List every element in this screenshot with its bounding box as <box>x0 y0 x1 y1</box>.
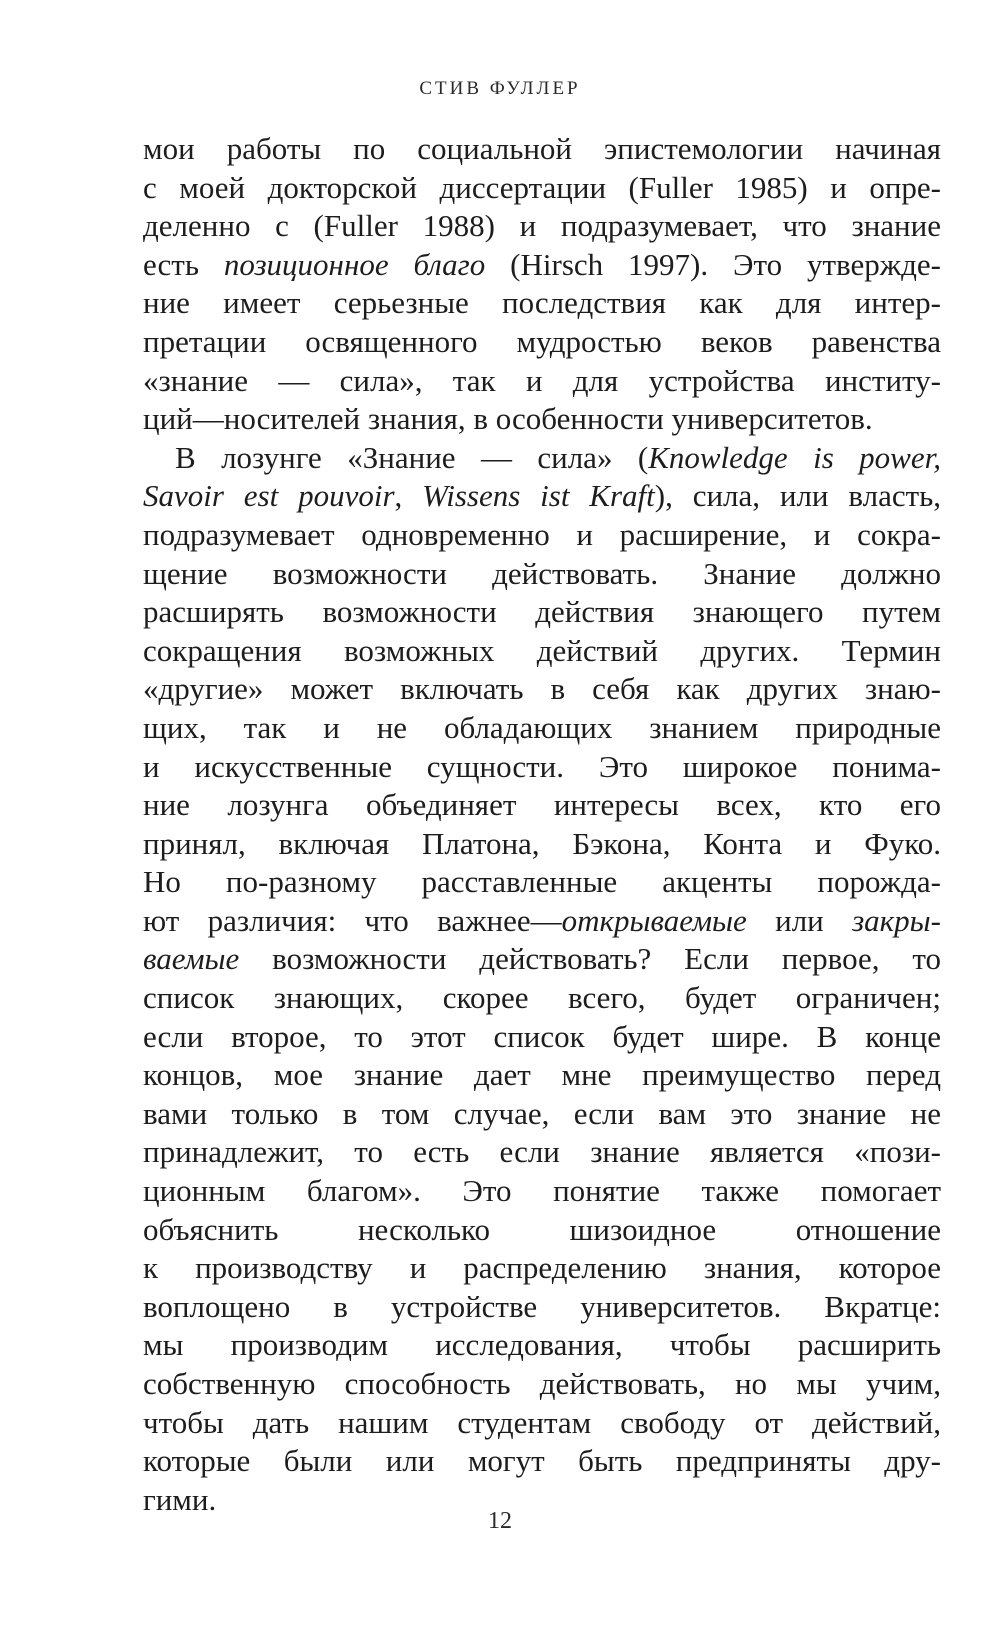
text-span: подразумевает одновременно и расширение, и сокра- <box>143 516 941 552</box>
text-span: концов, мое знание дает мне преимущество перед <box>143 1057 941 1093</box>
text-line <box>143 1249 941 1288</box>
text-line <box>143 400 941 439</box>
text-line <box>143 670 941 709</box>
text-span: деленно с (Fuller 1988) и подразумевает, что знание <box>143 208 941 244</box>
text-span: к производству и распределению знания, которое <box>143 1250 941 1286</box>
text-line <box>143 1404 941 1443</box>
text-line <box>143 555 941 594</box>
text-span: Но по-разному расставленные акценты порожда- <box>143 864 941 900</box>
text-span: принадлежит, то есть если знание является «пози- <box>143 1134 941 1170</box>
text-line <box>143 1211 941 1250</box>
text-span: ние имеет серьезные последствия как для интер- <box>143 285 941 321</box>
text-line <box>143 748 941 787</box>
text-span: расширять возможности действия знающего путем <box>143 594 941 630</box>
text-span: возможности действовать? Если первое, то <box>239 941 941 977</box>
text-span: или <box>746 902 853 938</box>
text-span: принял, включая Платона, Бэкона, Конта и Фуко. <box>143 825 941 861</box>
text-line <box>143 940 941 979</box>
text-line <box>143 1288 941 1327</box>
text-line <box>143 169 941 208</box>
text-span: ние лозунга объединяет интересы всех, кто его <box>143 787 941 823</box>
italic-term: позиционное благо <box>223 246 486 282</box>
text-line <box>143 516 941 555</box>
page-number: 12 <box>488 1508 512 1534</box>
text-line <box>143 1326 941 1365</box>
italic-term: ваемые <box>143 941 240 977</box>
text-line <box>143 825 941 864</box>
text-span: список знающих, скорее всего, будет ограничен; <box>143 980 941 1016</box>
text-span: , <box>394 478 423 514</box>
text-line <box>143 863 941 902</box>
italic-term: Savoir est pouvoir <box>143 478 395 514</box>
text-line <box>143 593 941 632</box>
text-line <box>143 1133 941 1172</box>
text-line <box>143 130 941 169</box>
text-span: если второе, то этот список будет шире. В конце <box>143 1018 941 1054</box>
text-span: с моей докторской диссертации (Fuller 1985) и опре- <box>143 169 941 205</box>
italic-term: открываемые <box>561 902 747 938</box>
text-line <box>143 902 941 941</box>
text-span: (Hirsch 1997). Это утвержде- <box>485 246 942 282</box>
text-line <box>143 284 941 323</box>
text-line <box>143 439 941 478</box>
text-line <box>143 246 941 285</box>
text-line <box>143 1365 941 1404</box>
text-span: сокращения возможных действий других. Термин <box>143 632 941 668</box>
text-span: воплощено в устройстве университетов. Вкратце: <box>143 1288 941 1324</box>
text-span: ций—носителей знания, в особенности университетов. <box>143 401 873 437</box>
text-line <box>143 1442 941 1481</box>
text-line <box>143 207 941 246</box>
body-text <box>143 130 941 1519</box>
text-line <box>143 786 941 825</box>
text-line <box>143 1018 941 1057</box>
text-span: ют различия: что важнее— <box>143 902 562 938</box>
text-span: вами только в том случае, если вам это знание не <box>143 1095 941 1131</box>
text-span: щение возможности действовать. Знание должно <box>143 555 941 591</box>
italic-term: закры- <box>852 902 941 938</box>
text-span: «другие» может включать в себя как других знаю- <box>143 671 941 707</box>
text-span: ционным благом». Это понятие также помогает <box>143 1173 941 1209</box>
text-span: претации освященного мудростью веков равенства <box>143 323 941 359</box>
text-span: и искусственные сущности. Это широкое понима- <box>143 748 941 784</box>
text-line <box>143 709 941 748</box>
running-head: СТИВ ФУЛЛЕР <box>419 78 581 99</box>
text-line <box>143 632 941 671</box>
text-span: В лозунге «Знание — сила» ( <box>175 439 649 475</box>
text-line <box>143 362 941 401</box>
text-span: которые были или могут быть предприняты дру- <box>143 1443 941 1479</box>
text-span: щих, так и не обладающих знанием природные <box>143 709 941 745</box>
text-line <box>143 1172 941 1211</box>
italic-term: Wissens ist Kraft <box>422 478 655 514</box>
text-span: мои работы по социальной эпистемологии начиная <box>143 131 941 166</box>
text-span: чтобы дать нашим студентам свободу от действий, <box>143 1404 941 1440</box>
text-span: есть <box>143 246 224 282</box>
text-line <box>143 477 941 516</box>
text-span: мы производим исследования, чтобы расширить <box>143 1327 941 1363</box>
italic-term: Knowledge is power, <box>648 439 941 475</box>
text-line <box>143 1056 941 1095</box>
text-line <box>143 323 941 362</box>
text-line <box>143 1095 941 1134</box>
text-span: «знание — сила», так и для устройства институ- <box>143 362 941 398</box>
text-span: объяснить несколько шизоидное отношение <box>143 1211 941 1247</box>
text-span: собственную способность действовать, но мы учим, <box>143 1366 941 1401</box>
text-span: ), сила, или власть, <box>654 478 942 514</box>
text-line <box>143 979 941 1018</box>
text-span: гими. <box>143 1481 217 1517</box>
